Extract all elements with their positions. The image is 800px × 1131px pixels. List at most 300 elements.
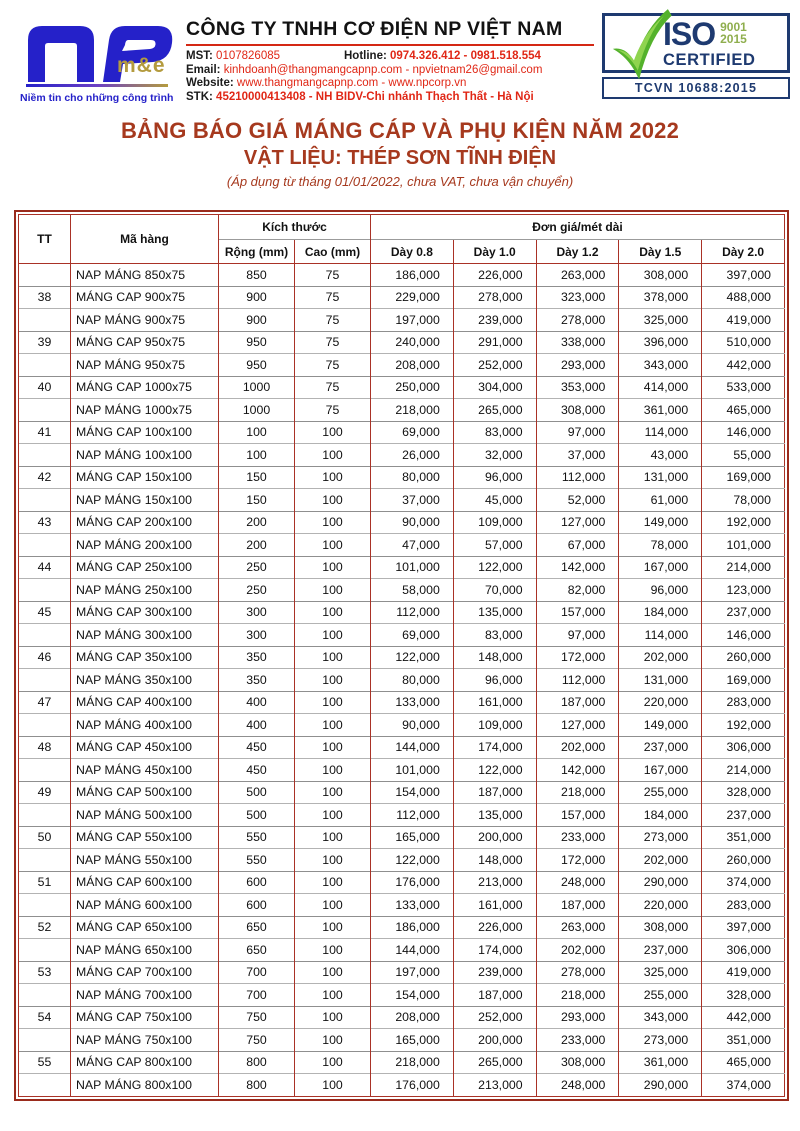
cell-day-1-2: 293,000 (536, 354, 619, 377)
table-row (19, 601, 785, 624)
cell-cao: 100 (295, 939, 371, 962)
cell-day-1-2: 97,000 (536, 421, 619, 444)
header-day-1-2: Dày 1.2 (536, 240, 619, 264)
contact-line-stk (186, 91, 598, 105)
mst-value: 0107826085 (216, 50, 281, 62)
cell-day-1-5: 290,000 (619, 1074, 702, 1097)
cell-cao: 100 (295, 556, 371, 579)
cell-rong: 300 (219, 601, 295, 624)
table-row (19, 759, 785, 782)
cell-cao: 100 (295, 894, 371, 917)
cell-day-0-8: 208,000 (371, 354, 454, 377)
cell-cao: 100 (295, 511, 371, 534)
cell-tt (19, 984, 71, 1007)
cell-tt: 53 (19, 961, 71, 984)
cell-day-2-0: 237,000 (702, 804, 785, 827)
cell-day-1-5: 255,000 (619, 984, 702, 1007)
table-row (19, 1006, 785, 1029)
cell-day-1-0: 45,000 (453, 489, 536, 512)
cell-rong: 800 (219, 1074, 295, 1097)
cell-day-1-5: 149,000 (619, 714, 702, 737)
cell-day-1-5: 237,000 (619, 939, 702, 962)
cell-tt (19, 444, 71, 467)
cell-day-1-5: 131,000 (619, 466, 702, 489)
cell-day-1-2: 248,000 (536, 1074, 619, 1097)
cell-day-1-2: 52,000 (536, 489, 619, 512)
cell-day-2-0: 533,000 (702, 376, 785, 399)
cell-rong: 900 (219, 309, 295, 332)
cell-ma-hang: MÁNG CAP 350x100 (71, 646, 219, 669)
cell-ma-hang: MÁNG CAP 200x100 (71, 511, 219, 534)
cell-day-1-2: 187,000 (536, 691, 619, 714)
logo-tagline: Niềm tin cho những công trình (20, 92, 174, 104)
cell-day-0-8: 122,000 (371, 849, 454, 872)
cell-day-0-8: 26,000 (371, 444, 454, 467)
cell-day-2-0: 465,000 (702, 1051, 785, 1074)
cell-rong: 950 (219, 354, 295, 377)
cell-day-0-8: 218,000 (371, 399, 454, 422)
cell-day-1-5: 114,000 (619, 624, 702, 647)
cell-rong: 850 (219, 264, 295, 287)
cell-ma-hang: NAP MÁNG 900x75 (71, 309, 219, 332)
cell-rong: 600 (219, 894, 295, 917)
iso-standard-years (720, 21, 747, 45)
cell-tt (19, 804, 71, 827)
cell-cao: 75 (295, 331, 371, 354)
cell-tt (19, 849, 71, 872)
cell-ma-hang: MÁNG CAP 800x100 (71, 1051, 219, 1074)
cell-day-1-2: 263,000 (536, 916, 619, 939)
cell-cao: 100 (295, 759, 371, 782)
cell-ma-hang: NAP MÁNG 250x100 (71, 579, 219, 602)
cell-day-1-0: 213,000 (453, 871, 536, 894)
header-kich-thuoc: Kích thước (219, 215, 371, 240)
cell-cao: 75 (295, 286, 371, 309)
cell-day-1-0: 174,000 (453, 939, 536, 962)
cell-cao: 100 (295, 1051, 371, 1074)
cell-ma-hang: NAP MÁNG 550x100 (71, 849, 219, 872)
cell-day-0-8: 186,000 (371, 264, 454, 287)
cell-day-2-0: 397,000 (702, 916, 785, 939)
company-logo (20, 10, 185, 106)
cell-day-1-2: 142,000 (536, 556, 619, 579)
iso-title: ISO (663, 16, 716, 52)
cell-day-1-2: 112,000 (536, 466, 619, 489)
cell-day-0-8: 240,000 (371, 331, 454, 354)
cell-day-1-0: 161,000 (453, 894, 536, 917)
cell-day-0-8: 112,000 (371, 804, 454, 827)
table-row (19, 804, 785, 827)
cell-rong: 400 (219, 691, 295, 714)
table-row (19, 286, 785, 309)
cell-day-1-0: 252,000 (453, 1006, 536, 1029)
table-row (19, 511, 785, 534)
table-row (19, 444, 785, 467)
table-row (19, 309, 785, 332)
cell-day-2-0: 260,000 (702, 646, 785, 669)
cell-day-0-8: 37,000 (371, 489, 454, 512)
cell-day-2-0: 374,000 (702, 1074, 785, 1097)
cell-rong: 450 (219, 736, 295, 759)
cell-cao: 100 (295, 1074, 371, 1097)
cell-day-1-2: 67,000 (536, 534, 619, 557)
iso-badge-box (602, 13, 790, 73)
cell-cao: 100 (295, 669, 371, 692)
cell-day-0-8: 80,000 (371, 669, 454, 692)
company-name: CÔNG TY TNHH CƠ ĐIỆN NP VIỆT NAM (186, 18, 563, 40)
table-row (19, 489, 785, 512)
cell-day-1-0: 226,000 (453, 264, 536, 287)
cell-cao: 75 (295, 376, 371, 399)
document-subtitle: VẬT LIỆU: THÉP SƠN TĨNH ĐIỆN (243, 147, 557, 169)
table-row (19, 871, 785, 894)
cell-day-1-2: 187,000 (536, 894, 619, 917)
cell-day-0-8: 69,000 (371, 624, 454, 647)
cell-day-1-0: 265,000 (453, 1051, 536, 1074)
cell-day-2-0: 169,000 (702, 669, 785, 692)
cell-day-1-2: 323,000 (536, 286, 619, 309)
table-row (19, 331, 785, 354)
cell-day-1-5: 255,000 (619, 781, 702, 804)
cell-day-2-0: 192,000 (702, 511, 785, 534)
cell-tt: 54 (19, 1006, 71, 1029)
cell-cao: 100 (295, 871, 371, 894)
cell-cao: 100 (295, 849, 371, 872)
table-row (19, 264, 785, 287)
cell-ma-hang: MÁNG CAP 950x75 (71, 331, 219, 354)
cell-rong: 600 (219, 871, 295, 894)
cell-day-0-8: 176,000 (371, 1074, 454, 1097)
cell-tt: 38 (19, 286, 71, 309)
cell-day-1-0: 226,000 (453, 916, 536, 939)
table-row (19, 961, 785, 984)
document-title: BẢNG BÁO GIÁ MÁNG CÁP VÀ PHỤ KIỆN NĂM 2022 (120, 118, 680, 143)
table-row (19, 669, 785, 692)
cell-ma-hang: MÁNG CAP 700x100 (71, 961, 219, 984)
cell-ma-hang: MÁNG CAP 400x100 (71, 691, 219, 714)
cell-day-2-0: 192,000 (702, 714, 785, 737)
cell-tt (19, 534, 71, 557)
cell-day-2-0: 419,000 (702, 961, 785, 984)
cell-day-1-5: 202,000 (619, 849, 702, 872)
cell-tt: 41 (19, 421, 71, 444)
table-row (19, 624, 785, 647)
cell-rong: 550 (219, 826, 295, 849)
cell-day-2-0: 397,000 (702, 264, 785, 287)
cell-tt: 47 (19, 691, 71, 714)
cell-tt (19, 759, 71, 782)
cell-cao: 75 (295, 309, 371, 332)
cell-cao: 100 (295, 601, 371, 624)
cell-day-1-0: 148,000 (453, 849, 536, 872)
table-row (19, 939, 785, 962)
table-row (19, 736, 785, 759)
cell-tt: 51 (19, 871, 71, 894)
cell-day-2-0: 510,000 (702, 331, 785, 354)
cell-ma-hang: MÁNG CAP 100x100 (71, 421, 219, 444)
cell-day-1-2: 82,000 (536, 579, 619, 602)
cell-day-0-8: 122,000 (371, 646, 454, 669)
cell-day-1-2: 278,000 (536, 309, 619, 332)
cell-day-0-8: 112,000 (371, 601, 454, 624)
cell-rong: 150 (219, 489, 295, 512)
cell-ma-hang: MÁNG CAP 450x100 (71, 736, 219, 759)
iso-2015: 2015 (720, 32, 747, 46)
cell-tt (19, 579, 71, 602)
cell-day-1-5: 43,000 (619, 444, 702, 467)
cell-day-2-0: 169,000 (702, 466, 785, 489)
cell-ma-hang: NAP MÁNG 1000x75 (71, 399, 219, 422)
checkmark-icon (609, 2, 673, 88)
cell-ma-hang: NAP MÁNG 850x75 (71, 264, 219, 287)
table-row (19, 849, 785, 872)
cell-day-1-0: 57,000 (453, 534, 536, 557)
cell-rong: 550 (219, 849, 295, 872)
table-row (19, 691, 785, 714)
cell-day-1-5: 220,000 (619, 691, 702, 714)
cell-day-1-5: 184,000 (619, 804, 702, 827)
cell-day-1-5: 343,000 (619, 1006, 702, 1029)
header-day-1-0: Dày 1.0 (453, 240, 536, 264)
cell-ma-hang: MÁNG CAP 300x100 (71, 601, 219, 624)
cell-day-2-0: 146,000 (702, 624, 785, 647)
cell-cao: 100 (295, 579, 371, 602)
cell-day-0-8: 47,000 (371, 534, 454, 557)
cell-day-2-0: 351,000 (702, 1029, 785, 1052)
cell-day-2-0: 351,000 (702, 826, 785, 849)
cell-day-0-8: 133,000 (371, 691, 454, 714)
cell-day-2-0: 146,000 (702, 421, 785, 444)
cell-day-1-5: 308,000 (619, 264, 702, 287)
cell-day-1-0: 187,000 (453, 984, 536, 1007)
cell-day-0-8: 90,000 (371, 511, 454, 534)
cell-day-2-0: 260,000 (702, 849, 785, 872)
table-row (19, 534, 785, 557)
cell-day-1-0: 135,000 (453, 804, 536, 827)
cell-day-2-0: 78,000 (702, 489, 785, 512)
header-cao: Cao (mm) (295, 240, 371, 264)
cell-day-2-0: 237,000 (702, 601, 785, 624)
cell-day-1-0: 174,000 (453, 736, 536, 759)
cell-day-1-2: 278,000 (536, 961, 619, 984)
cell-rong: 350 (219, 646, 295, 669)
cell-tt (19, 399, 71, 422)
cell-day-0-8: 176,000 (371, 871, 454, 894)
cell-rong: 700 (219, 984, 295, 1007)
cell-day-1-5: 308,000 (619, 916, 702, 939)
cell-rong: 1000 (219, 399, 295, 422)
company-contact (186, 50, 598, 104)
cell-tt (19, 264, 71, 287)
cell-tt: 48 (19, 736, 71, 759)
cell-tt (19, 894, 71, 917)
cell-day-1-5: 114,000 (619, 421, 702, 444)
cell-rong: 400 (219, 714, 295, 737)
table-row (19, 984, 785, 1007)
cell-day-1-0: 213,000 (453, 1074, 536, 1097)
cell-day-2-0: 123,000 (702, 579, 785, 602)
stk-label: STK: (186, 90, 213, 103)
email-label: Email: (186, 63, 221, 76)
iso-badge (602, 13, 790, 99)
cell-cao: 100 (295, 421, 371, 444)
cell-rong: 250 (219, 579, 295, 602)
iso-title-row (663, 18, 787, 50)
table-row (19, 1029, 785, 1052)
cell-day-2-0: 419,000 (702, 309, 785, 332)
table-row (19, 646, 785, 669)
cell-day-0-8: 218,000 (371, 1051, 454, 1074)
cell-day-1-0: 83,000 (453, 421, 536, 444)
cell-day-0-8: 186,000 (371, 916, 454, 939)
cell-tt (19, 309, 71, 332)
cell-cao: 100 (295, 826, 371, 849)
cell-day-1-5: 396,000 (619, 331, 702, 354)
header-tt: TT (19, 215, 71, 264)
cell-tt: 43 (19, 511, 71, 534)
cell-cao: 100 (295, 1006, 371, 1029)
cell-cao: 100 (295, 781, 371, 804)
cell-day-0-8: 250,000 (371, 376, 454, 399)
cell-day-1-0: 200,000 (453, 1029, 536, 1052)
contact-line-email (186, 64, 598, 78)
header-rong: Rộng (mm) (219, 240, 295, 264)
cell-rong: 650 (219, 916, 295, 939)
cell-day-1-2: 308,000 (536, 1051, 619, 1074)
cell-day-1-5: 273,000 (619, 1029, 702, 1052)
cell-tt: 46 (19, 646, 71, 669)
cell-day-0-8: 90,000 (371, 714, 454, 737)
cell-day-1-5: 325,000 (619, 309, 702, 332)
cell-day-1-5: 220,000 (619, 894, 702, 917)
cell-day-1-2: 172,000 (536, 646, 619, 669)
table-row (19, 354, 785, 377)
cell-day-1-2: 202,000 (536, 939, 619, 962)
cell-rong: 100 (219, 421, 295, 444)
cell-day-2-0: 55,000 (702, 444, 785, 467)
cell-ma-hang: NAP MÁNG 600x100 (71, 894, 219, 917)
cell-ma-hang: NAP MÁNG 350x100 (71, 669, 219, 692)
cell-day-0-8: 229,000 (371, 286, 454, 309)
cell-day-1-0: 122,000 (453, 556, 536, 579)
cell-tt: 44 (19, 556, 71, 579)
cell-tt: 52 (19, 916, 71, 939)
cell-day-1-0: 291,000 (453, 331, 536, 354)
table-row (19, 556, 785, 579)
table-row (19, 399, 785, 422)
cell-day-1-2: 263,000 (536, 264, 619, 287)
cell-day-0-8: 165,000 (371, 826, 454, 849)
cell-day-1-2: 293,000 (536, 1006, 619, 1029)
cell-ma-hang: MÁNG CAP 1000x75 (71, 376, 219, 399)
cell-ma-hang: NAP MÁNG 750x100 (71, 1029, 219, 1052)
cell-day-1-0: 135,000 (453, 601, 536, 624)
cell-day-1-2: 218,000 (536, 781, 619, 804)
cell-tt (19, 1029, 71, 1052)
cell-day-2-0: 101,000 (702, 534, 785, 557)
table-header-row-1 (19, 215, 785, 240)
cell-day-1-2: 112,000 (536, 669, 619, 692)
cell-cao: 100 (295, 691, 371, 714)
cell-cao: 75 (295, 354, 371, 377)
cell-day-1-5: 78,000 (619, 534, 702, 557)
cell-day-1-0: 122,000 (453, 759, 536, 782)
cell-day-2-0: 306,000 (702, 736, 785, 759)
cell-ma-hang: NAP MÁNG 400x100 (71, 714, 219, 737)
cell-day-1-2: 127,000 (536, 714, 619, 737)
cell-day-1-0: 187,000 (453, 781, 536, 804)
cell-day-1-0: 239,000 (453, 309, 536, 332)
cell-cao: 100 (295, 984, 371, 1007)
cell-day-0-8: 165,000 (371, 1029, 454, 1052)
table-row (19, 421, 785, 444)
cell-ma-hang: MÁNG CAP 150x100 (71, 466, 219, 489)
cell-tt: 40 (19, 376, 71, 399)
cell-day-2-0: 374,000 (702, 871, 785, 894)
cell-day-1-5: 167,000 (619, 759, 702, 782)
table-row (19, 826, 785, 849)
cell-cao: 100 (295, 534, 371, 557)
cell-rong: 100 (219, 444, 295, 467)
cell-ma-hang: NAP MÁNG 950x75 (71, 354, 219, 377)
cell-day-1-2: 233,000 (536, 826, 619, 849)
table-row (19, 466, 785, 489)
cell-ma-hang: NAP MÁNG 650x100 (71, 939, 219, 962)
cell-day-1-5: 202,000 (619, 646, 702, 669)
table-row (19, 579, 785, 602)
header-day-1-5: Dày 1.5 (619, 240, 702, 264)
cell-rong: 750 (219, 1006, 295, 1029)
cell-day-1-5: 131,000 (619, 669, 702, 692)
cell-ma-hang: NAP MÁNG 200x100 (71, 534, 219, 557)
cell-tt (19, 1074, 71, 1097)
cell-rong: 1000 (219, 376, 295, 399)
cell-day-2-0: 283,000 (702, 691, 785, 714)
cell-tt: 49 (19, 781, 71, 804)
cell-tt (19, 669, 71, 692)
cell-day-1-0: 265,000 (453, 399, 536, 422)
cell-rong: 950 (219, 331, 295, 354)
cell-rong: 250 (219, 556, 295, 579)
cell-day-1-5: 343,000 (619, 354, 702, 377)
cell-day-0-8: 144,000 (371, 939, 454, 962)
cell-day-1-5: 325,000 (619, 961, 702, 984)
cell-ma-hang: NAP MÁNG 450x100 (71, 759, 219, 782)
cell-day-1-2: 157,000 (536, 601, 619, 624)
contact-line-mst-hotline (186, 50, 598, 64)
cell-day-0-8: 154,000 (371, 781, 454, 804)
logo-divider-bar (26, 84, 168, 87)
cell-day-1-5: 361,000 (619, 399, 702, 422)
cell-ma-hang: NAP MÁNG 500x100 (71, 804, 219, 827)
cell-day-1-2: 37,000 (536, 444, 619, 467)
cell-day-1-5: 96,000 (619, 579, 702, 602)
cell-day-1-2: 172,000 (536, 849, 619, 872)
cell-tt (19, 354, 71, 377)
cell-ma-hang: NAP MÁNG 150x100 (71, 489, 219, 512)
cell-ma-hang: MÁNG CAP 550x100 (71, 826, 219, 849)
table-row (19, 1051, 785, 1074)
cell-rong: 900 (219, 286, 295, 309)
cell-day-1-2: 218,000 (536, 984, 619, 1007)
table-row (19, 1074, 785, 1097)
cell-cao: 100 (295, 961, 371, 984)
contact-line-website (186, 77, 598, 91)
cell-rong: 200 (219, 534, 295, 557)
cell-day-0-8: 69,000 (371, 421, 454, 444)
cell-day-0-8: 154,000 (371, 984, 454, 1007)
email-value: kinhdoanh@thangmangcapnp.com - npvietnam26@gmail.com (223, 63, 543, 76)
